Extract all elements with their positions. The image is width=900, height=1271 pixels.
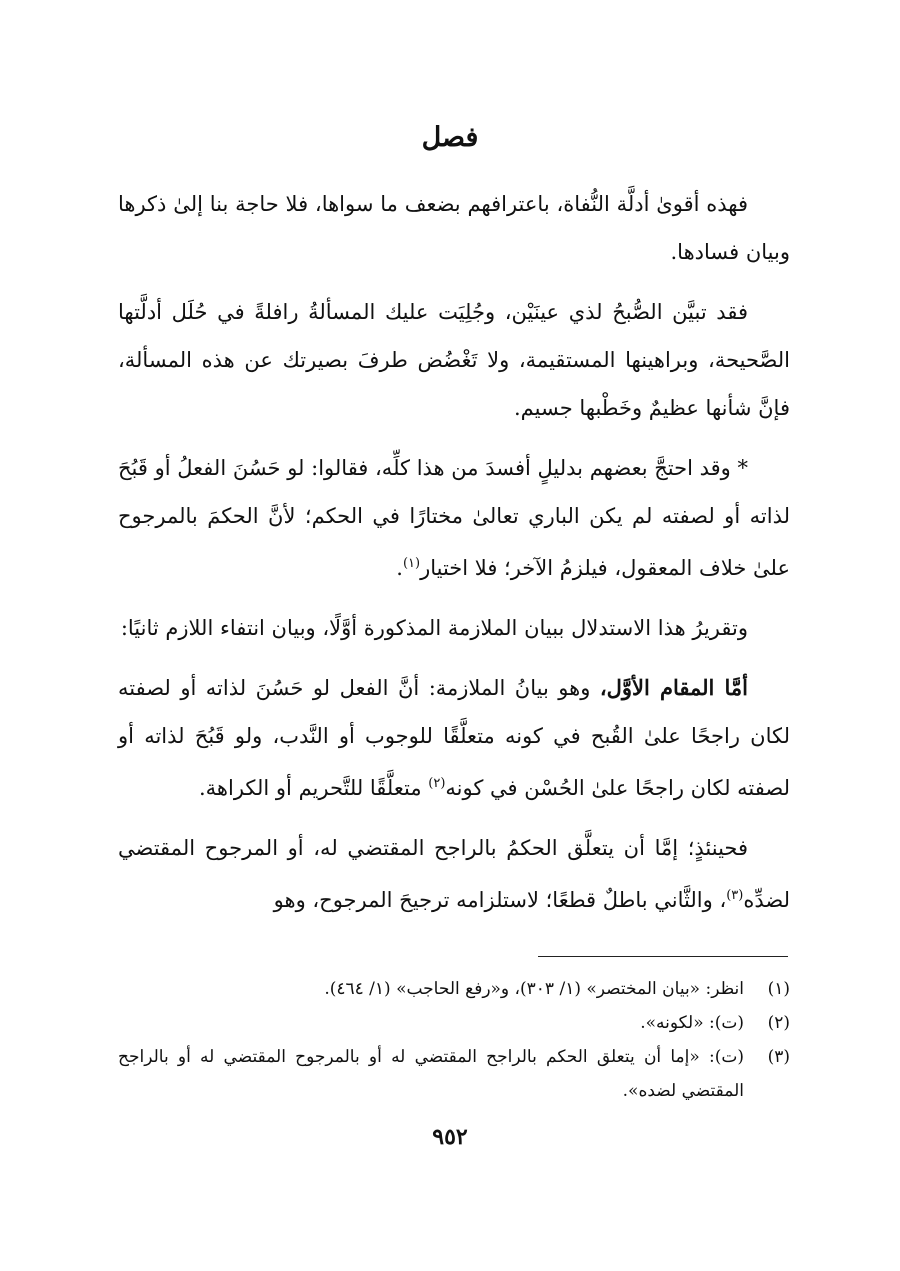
footnote-number: (٢) — [767, 1013, 790, 1033]
footnote-text: (ت): «لكونه». — [640, 1013, 744, 1033]
footnote — [118, 1006, 790, 1040]
paragraph-text: فحينئذٍ؛ إمَّا أن يتعلَّق الحكمُ بالراجح المقتضي له، أو المرجوح المقتضي لضدِّه — [118, 836, 790, 912]
footnote-ref[interactable]: (١) — [402, 556, 421, 571]
paragraph-text: فقد تبيَّن الصُّبحُ لذي عينَيْن، وجُلِيَت عليك المسألةُ رافلةً في حُلَل أدلَّتها الصَّحيحة، وبراهينها المستقيمة، ولا تَغْضُض طرفَ بصيرتك عن هذه المسألة، فإنَّ شأنها عظيمٌ وخَطْبها جسيم. — [118, 300, 790, 420]
paragraph — [118, 180, 790, 276]
paragraph-tail: . — [396, 556, 403, 580]
footnote-ref[interactable]: (٢) — [428, 776, 446, 791]
paragraph-tail: متعلَّقًا للتَّحريم أو الكراهة. — [198, 776, 429, 800]
paragraph-text: وهو بيانُ الملازمة: أنَّ الفعل لو حَسُنَ لذاته أو لصفته لكان راجحًا علىٰ القُبح في كونه متعلَّقًا للوجوب أو النَّدب، ولو قَبُحَ لذاته أو لصفته لكان راجحًا علىٰ الحُسْن في كونه — [118, 676, 790, 800]
paragraph — [118, 444, 790, 592]
footnote-number: (١) — [767, 979, 790, 999]
main-text — [118, 180, 790, 936]
paragraph-lead: أمَّا المقام الأوَّل، — [599, 675, 748, 700]
paragraph-text: وتقريرُ هذا الاستدلال ببيان الملازمة المذكورة أوَّلًا، وبيان انتفاء اللازم ثانيًا: — [120, 616, 748, 640]
footnotes — [118, 972, 790, 1108]
footnote-text: انظر: «بيان المختصر» (١/ ٣٠٣)، و«رفع الحاجب» (١/ ٤٦٤). — [324, 979, 744, 999]
footnote-ref[interactable]: (٣) — [726, 888, 744, 903]
paragraph-text: فهذه أقوىٰ أدلَّة النُّفاة، باعترافهم بضعف ما سواها، فلا حاجة بنا إلىٰ ذكرها وبيان فسادها. — [118, 192, 790, 264]
footnote — [118, 972, 790, 1006]
paragraph — [118, 824, 790, 924]
page-number: ٩٥٢ — [432, 1124, 468, 1150]
section-title: فصل — [421, 122, 479, 153]
paragraph — [118, 664, 790, 812]
footnote-divider — [538, 956, 788, 957]
paragraph-tail: ، والثَّاني باطلٌ قطعًا؛ لاستلزامه ترجيحَ المرجوح، وهو — [273, 888, 727, 912]
footnote-text: (ت): «إما أن يتعلق الحكم بالراجح المقتضي له أو بالمرجوح المقتضي له أو بالراجح المقتضي لضده». — [118, 1047, 744, 1101]
paragraph — [118, 604, 790, 652]
footnote — [118, 1040, 790, 1108]
footnote-number: (٣) — [767, 1047, 790, 1067]
paragraph — [118, 288, 790, 432]
paragraph-text: * وقد احتجَّ بعضهم بدليلٍ أفسدَ من هذا كلِّه، فقالوا: لو حَسُنَ الفعلُ أو قَبُحَ لذاته أو لصفته لم يكن الباري تعالىٰ مختارًا في الحكم؛ لأنَّ الحكمَ بالمرجوح علىٰ خلاف المعقول، فيلزمُ الآخر؛ فلا اختيار — [118, 456, 790, 580]
